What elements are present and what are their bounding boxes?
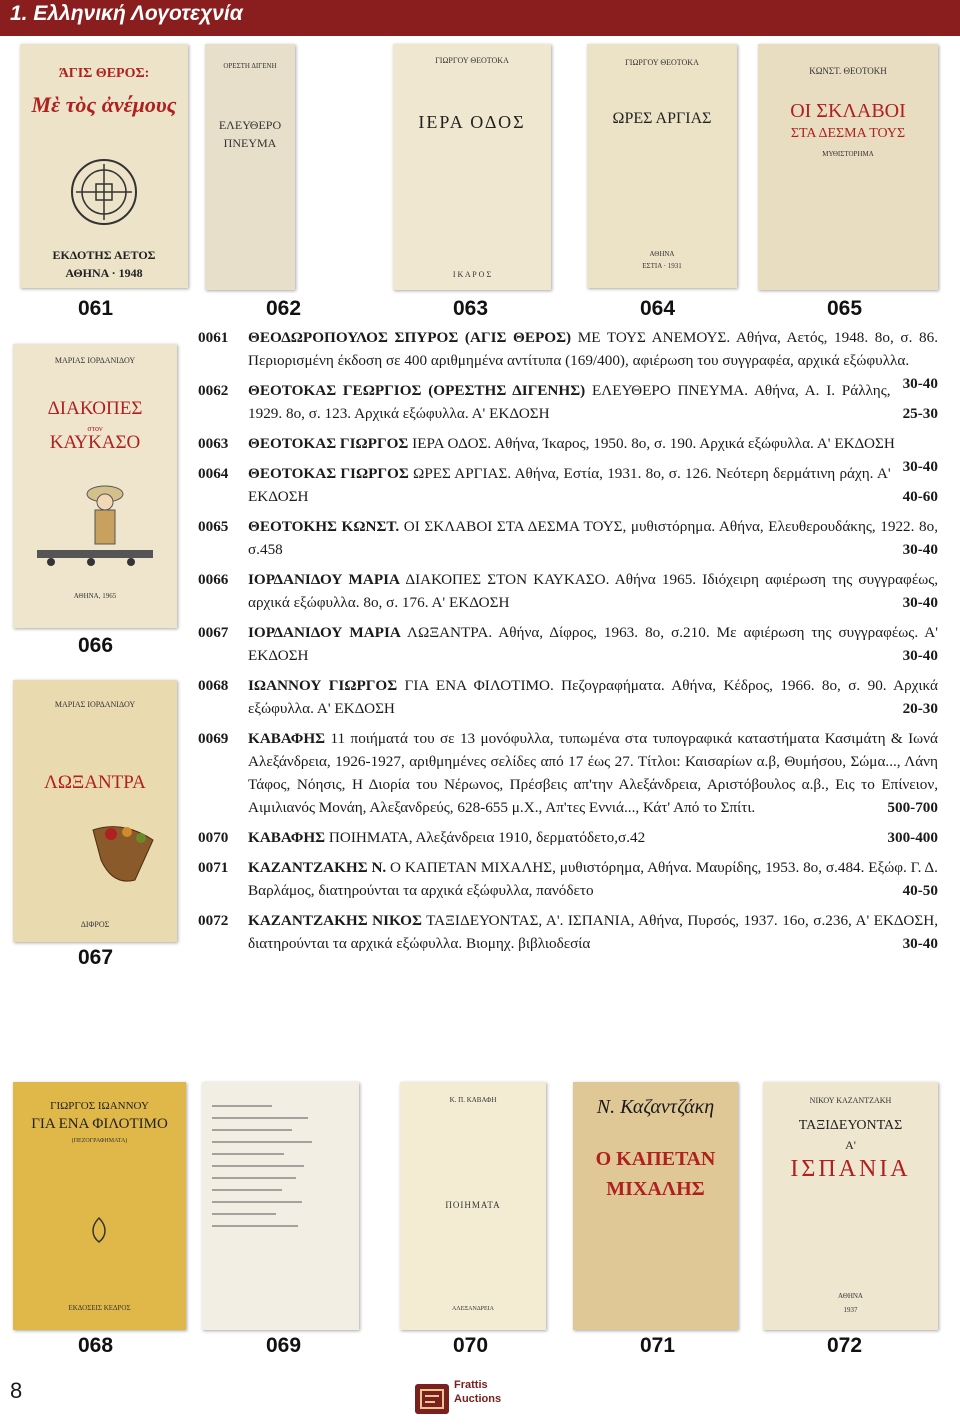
cover-072-year: 1937 xyxy=(843,1306,858,1314)
entry-code: 0066 xyxy=(198,571,229,588)
cover-068-author: ΓΙΩΡΓΟΣ ΙΩΑΝΝΟΥ xyxy=(50,1100,149,1112)
lot-label: 061 xyxy=(78,297,114,320)
entry-description: ΓΙΑ ΕΝΑ ΦΙΛΟΤΙΜΟ. Πεζογραφήματα. Αθήνα, Κέδρος, 1966. 8ο, σ. 90. Αρχικά εξώφυλλα. Α' ΕΚΔΟΣΗ xyxy=(248,677,938,717)
entry-price: 300-400 xyxy=(887,829,938,846)
entry-code: 0067 xyxy=(198,624,229,641)
cover-065-subtitle: ΜΥΘΙΣΤΟΡΗΜΑ xyxy=(822,150,874,158)
entry-description: ΠΟΙΗΜΑΤΑ, Αλεξάνδρεια 1910, δερματόδετο,σ.42 xyxy=(325,829,646,846)
entry-price: 30-40 xyxy=(902,541,938,558)
cover-066-title-line2: στον xyxy=(87,424,103,433)
cover-067 xyxy=(13,680,177,942)
catalogue-entry xyxy=(198,515,938,561)
cover-071-title-line1: Ο ΚΑΠΕΤΑΝ xyxy=(595,1148,716,1170)
fruit-basket-icon xyxy=(83,820,163,890)
catalogue-entry xyxy=(198,826,938,849)
entry-author: ΚΑΖΑΝΤΖΑΚΗΣ ΝΙΚΟΣ xyxy=(248,912,422,929)
index-sheet-lines xyxy=(212,1102,349,1252)
cover-072-subtitle: ΙΣΠΑΝΙΑ xyxy=(790,1156,911,1182)
entry-price: 40-60 xyxy=(902,488,938,505)
cover-071-title-line2: ΜΙΧΑΛΗΣ xyxy=(606,1178,705,1200)
catalogue-entry xyxy=(198,462,938,508)
entry-description: ΜΕ ΤΟΥΣ ΑΝΕΜΟΥΣ. Αθήνα, Αετός, 1948. 8ο, σ. 86. Περιορισμένη έκδοση σε 400 αριθμημένα αντίτυπα (169/400), αφιέρωση του συγγραφέα, αρχικά εξώφυλλα. xyxy=(248,329,938,369)
entry-price: 30-40 xyxy=(902,375,938,392)
entry-price: 30-40 xyxy=(902,647,938,664)
cover-069 xyxy=(202,1082,359,1330)
lot-label: 067 xyxy=(78,946,114,969)
entry-author: ΙΩΑΝΝΟΥ ΓΙΩΡΓΟΣ xyxy=(248,677,398,694)
cover-066-imprint: ΑΘΗΝΑ, 1965 xyxy=(73,592,117,600)
page-number: 8 xyxy=(10,1378,23,1403)
cover-061-title: Μὲ τὸς ἀνέμους xyxy=(31,92,177,117)
cover-062-title-line1: ΕΛΕΥΘΕΡΟ xyxy=(218,118,282,132)
entry-author: ΘΕΟΤΟΚΑΣ ΓΙΩΡΓΟΣ xyxy=(248,435,409,452)
entry-description: ΩΡΕΣ ΑΡΓΙΑΣ. Αθήνα, Εστία, 1931. 8ο, σ. 126. Νεότερη δερμάτινη ράχη. Α' ΕΚΔΟΣΗ xyxy=(248,465,891,505)
catalogue-entry xyxy=(198,856,938,902)
cover-063-publisher: Ι Κ Α Ρ Ο Σ xyxy=(452,270,492,279)
entry-author: ΚΑΖΑΝΤΖΑΚΗΣ Ν. xyxy=(248,859,387,876)
entry-code: 0065 xyxy=(198,518,229,535)
cover-065-title-line1: ΟΙ ΣΚΛΑΒΟΙ xyxy=(790,100,906,122)
entry-code: 0064 xyxy=(198,465,229,482)
lot-label: 070 xyxy=(453,1334,489,1357)
lot-label: 071 xyxy=(640,1334,676,1357)
catalogue-entry xyxy=(198,379,938,425)
cover-063 xyxy=(393,44,551,290)
entry-author: ΘΕΟΔΩΡΟΠΟΥΛΟΣ ΣΠΥΡΟΣ (ΑΓΙΣ ΘΕΡΟΣ) xyxy=(248,329,572,346)
entry-author: ΘΕΟΤΟΚΑΣ ΓΙΩΡΓΟΣ xyxy=(248,465,409,482)
cover-061 xyxy=(20,44,188,288)
entry-price: 20-30 xyxy=(902,700,938,717)
page-title: 1. Ελληνική Λογοτεχνία xyxy=(10,2,243,25)
cover-064-title: ΩΡΕΣ ΑΡΓΙΑΣ xyxy=(612,110,712,127)
catalogue-entry xyxy=(198,727,938,819)
cover-071-author: Ν. Καζαντζάκη xyxy=(596,1096,715,1118)
logo-line2: Auctions xyxy=(454,1393,502,1405)
entry-code: 0072 xyxy=(198,912,229,929)
cover-066-title-line3: ΚΑΥΚΑΣΟ xyxy=(49,432,141,453)
entry-description: ΟΙ ΣΚΛΑΒΟΙ ΣΤΑ ΔΕΣΜΑ ΤΟΥΣ, μυθιστόρημα. Αθήνα, Ελευθερουδάκης, 1922. 8ο, σ.458 xyxy=(248,518,939,558)
cover-065-title-line2: ΣΤΑ ΔΕΣΜΑ ΤΟΥΣ xyxy=(790,126,906,141)
cover-066 xyxy=(13,344,177,628)
lot-label: 062 xyxy=(266,297,302,320)
catalogue-entry xyxy=(198,674,938,720)
cover-062-title-line2: ΠΝΕΥΜΑ xyxy=(223,136,277,150)
entry-code: 0061 xyxy=(198,329,229,346)
cover-070-author: Κ. Π. ΚΑΒΑΦΗ xyxy=(449,1096,497,1104)
entry-description: Ο ΚΑΠΕΤΑΝ ΜΙΧΑΛΗΣ, μυθιστόρημα, Αθήνα. Μαυρίδης, 1953. 8ο, σ.484. Εξώφ. Γ. Δ. Βαρλάμος, διατηρούνται τα αρχικά εξώφυλλα, πανόδετο xyxy=(248,859,938,899)
entry-author: ΙΟΡΔΑΝΙΔΟΥ ΜΑΡΙΑ xyxy=(248,571,401,588)
cover-071 xyxy=(573,1082,738,1330)
entry-price: 25-30 xyxy=(902,405,938,422)
entry-author: ΘΕΟΤΟΚΗΣ ΚΩΝΣΤ. xyxy=(248,518,400,535)
cover-065-author: ΚΩΝΣΤ. ΘΕΟΤΟΚΗ xyxy=(809,66,887,76)
emblem-icon xyxy=(87,1216,111,1244)
cover-068 xyxy=(13,1082,186,1330)
lot-label: 063 xyxy=(453,297,489,320)
catalogue-entries xyxy=(198,326,938,962)
entry-code: 0070 xyxy=(198,829,229,846)
cover-070 xyxy=(400,1082,546,1330)
entry-description: 11 ποιήματά του σε 13 μονόφυλλα, τυπωμένα στα τυπογραφικά καταστήματα Κασιμάτη & Ιωνά Αλεξάνδρεια, 1926-1927, αριθμημένες σελίδες από 17 έως 27. Τίτλοι: Καισαρίων α.β, Θυμήσου, Σώμα..., Λάνη Τάφος, Νόησις, Η Διορία του Νέρωνος, Πρέσβεις απ'την Αλεξάνδρεια, Αριστόβουλος α.β., Εις το Επίνειον, Αιμιλιανός Μονάη, Αλεξανδρεύς, 628-655 μ.Χ., Απ'τες Εννιά..., Κάτ' Από το Σπίτι. xyxy=(248,730,938,816)
cover-067-title: ΛΩΞΑΝΤΡΑ xyxy=(44,772,146,793)
ornament-icon xyxy=(68,156,140,228)
entry-description: ΤΑΞΙΔΕΥΟΝΤΑΣ, Α'. ΙΣΠΑΝΙΑ, Αθήνα, Πυρσός, 1937. 16ο, σ.236, Α' ΕΚΔΟΣΗ, διατηρούνται τα αρχικά εξώφυλλα. Βιομηχ. βιβλιοδεσία xyxy=(248,912,938,952)
entry-author: ΚΑΒΑΦΗΣ xyxy=(248,829,326,846)
lot-label: 065 xyxy=(827,297,863,320)
cover-064 xyxy=(587,44,737,288)
cover-067-publisher: ΔΙΦΡΟΣ xyxy=(80,920,110,929)
catalogue-entry xyxy=(198,621,938,667)
lot-label: 068 xyxy=(78,1334,114,1357)
lot-label: 069 xyxy=(266,1334,302,1357)
entry-code: 0071 xyxy=(198,859,229,876)
logo-line1: Frattis xyxy=(454,1379,488,1391)
cover-070-city: ΑΛΕΞΑΝΔΡΕΙΑ xyxy=(451,1306,495,1312)
lot-label: 064 xyxy=(640,297,676,320)
cover-067-author: ΜΑΡΙΑΣ ΙΟΡΔΑΝΙΔΟΥ xyxy=(54,700,136,709)
entry-price: 30-40 xyxy=(902,458,938,475)
cover-063-author: ΓΙΩΡΓΟΥ ΘΕΟΤΟΚΑ xyxy=(435,56,509,65)
cover-064-author: ΓΙΩΡΓΟΥ ΘΕΟΤΟΚΑ xyxy=(625,58,699,67)
cover-064-publisher: ΕΣΤΙΑ · 1931 xyxy=(642,262,682,270)
cover-068-publisher: ΕΚΔΟΣΕΙΣ ΚΕΔΡΟΣ xyxy=(68,1304,131,1312)
cover-072-author: ΝΙΚΟΥ ΚΑΖΑΝΤΖΑΚΗ xyxy=(809,1096,892,1105)
entry-description: ΙΕΡΑ ΟΔΟΣ. Αθήνα, Ίκαρος, 1950. 8ο, σ. 190. Αρχικά εξώφυλλα. Α' ΕΚΔΟΣΗ xyxy=(408,435,895,452)
cover-068-title: ΓΙΑ ΕΝΑ ΦΙΛΟΤΙΜΟ xyxy=(31,1116,168,1132)
cover-061-year: ΑΘΗΝΑ · 1948 xyxy=(65,266,143,280)
entry-price: 30-40 xyxy=(902,594,938,611)
logo-text xyxy=(454,1378,501,1406)
cover-064-city: ΑΘΗΝΑ xyxy=(649,250,675,258)
lot-label: 066 xyxy=(78,634,114,657)
entry-price: 30-40 xyxy=(902,935,938,952)
catalogue-entry xyxy=(198,568,938,614)
cover-070-title: ΠΟΙΗΜΑΤΑ xyxy=(445,1200,501,1210)
cover-061-publisher: ΕΚΔΟΤΗΣ ΑΕΤΟΣ xyxy=(52,248,156,262)
entry-description: ΛΩΞΑΝΤΡΑ. Αθήνα, Δίφρος, 1963. 8ο, σ.210. Με αφιέρωση της συγγραφέως. Α' ΕΚΔΟΣΗ xyxy=(248,624,938,664)
cover-072-volume: Α' xyxy=(845,1138,856,1152)
entry-price: 40-50 xyxy=(902,882,938,899)
cover-062 xyxy=(205,44,295,290)
cover-061-author: ΆΓΙΣ ΘΕΡΟΣ: xyxy=(58,66,150,81)
entry-code: 0069 xyxy=(198,730,229,747)
cover-065 xyxy=(758,44,938,290)
entry-description: ΔΙΑΚΟΠΕΣ ΣΤΟΝ ΚΑΥΚΑΣΟ. Αθήνα 1965. Ιδιόχειρη αφιέρωση της συγγραφέως, αρχικά εξώφυλλα. 8ο, σ. 176. Α' ΕΚΔΟΣΗ xyxy=(248,571,939,611)
entry-code: 0068 xyxy=(198,677,229,694)
cover-066-author: ΜΑΡΙΑΣ ΙΟΡΔΑΝΙΔΟΥ xyxy=(54,356,136,365)
cover-063-title: ΙΕΡΑ ΟΔΟΣ xyxy=(418,112,526,132)
entry-price: 500-700 xyxy=(887,799,938,816)
entry-description: ΕΛΕΥΘΕΡΟ ΠΝΕΥΜΑ. Αθήνα, Α. Ι. Ράλλης, 1929. 8ο, σ. 123. Αρχικά εξώφυλλα. Α' ΕΚΔΟΣΗ xyxy=(248,382,891,422)
cover-072 xyxy=(763,1082,938,1330)
entry-author: ΙΟΡΔΑΝΙΔΟΥ ΜΑΡΙΑ xyxy=(248,624,401,641)
entry-author: ΚΑΒΑΦΗΣ xyxy=(248,730,326,747)
entry-author: ΘΕΟΤΟΚΑΣ ΓΕΩΡΓΙΟΣ (ΟΡΕΣΤΗΣ ΔΙΓΕΝΗΣ) xyxy=(248,382,586,399)
catalogue-entry xyxy=(198,909,938,955)
entry-code: 0062 xyxy=(198,382,229,399)
entry-code: 0063 xyxy=(198,435,229,452)
cover-062-author: ΟΡΕΣΤΗ ΔΙΓΕΝΗ xyxy=(223,62,277,70)
cover-072-title: ΤΑΞΙΔΕΥΟΝΤΑΣ xyxy=(798,1118,903,1133)
cover-068-subtitle: (ΠΕΖΟΓΡΑΦΗΜΑΤΑ) xyxy=(71,1138,128,1144)
lot-label: 072 xyxy=(827,1334,863,1357)
cover-066-title-line1: ΔΙΑΚΟΠΕΣ xyxy=(47,398,143,419)
cover-072-city: ΑΘΗΝΑ xyxy=(838,1292,863,1300)
child-illustration-icon xyxy=(31,472,159,568)
